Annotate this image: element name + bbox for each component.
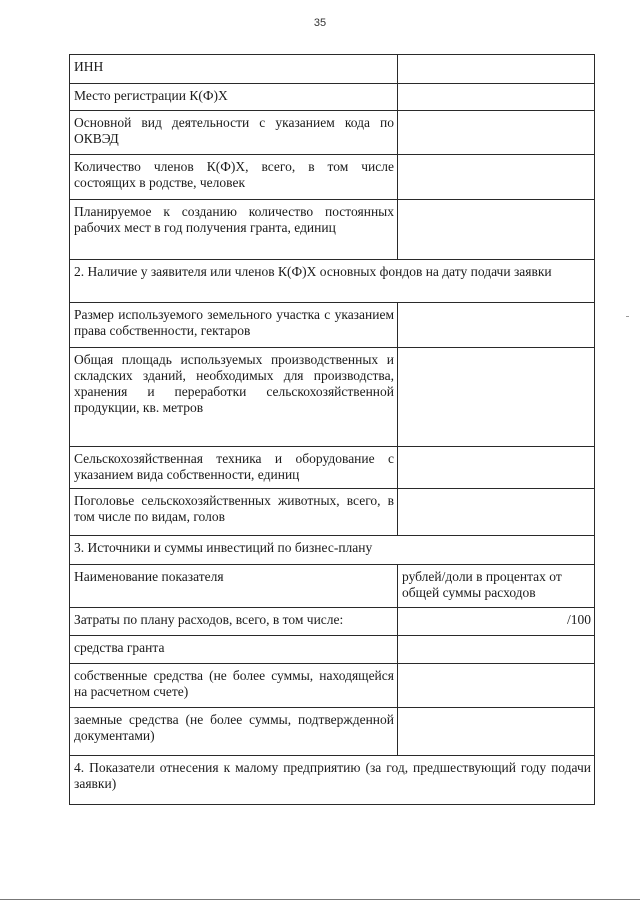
field-value-cell[interactable] [398, 111, 595, 155]
field-value-cell[interactable] [398, 200, 595, 260]
field-label: собственные средства (не более суммы, находящейся на расчетном счете) [70, 664, 398, 708]
form-row [70, 303, 595, 348]
form-row [70, 608, 595, 636]
field-value-cell[interactable] [398, 636, 595, 664]
field-label: ИНН [70, 55, 398, 84]
field-value-cell[interactable] [398, 348, 595, 447]
field-value-cell[interactable] [398, 489, 595, 536]
scan-speck [626, 316, 629, 317]
form-row [70, 84, 595, 111]
field-label: Затраты по плану расходов, всего, в том числе: [70, 608, 398, 636]
field-value-cell[interactable] [398, 55, 595, 84]
field-label: Общая площадь используемых производственных и складских зданий, необходимых для производства, хранения и переработки сельскохозяйственной продукции, кв. метров [70, 348, 398, 447]
page-number: 35 [313, 17, 327, 29]
form-row [70, 636, 595, 664]
page-bottom-rule [0, 899, 640, 900]
field-label: Наименование показателя [70, 565, 398, 608]
section-header-row [70, 536, 595, 565]
section-title: 2. Наличие у заявителя или членов К(Ф)Х основных фондов на дату подачи заявки [70, 260, 595, 303]
form-row [70, 664, 595, 708]
section-header-row [70, 756, 595, 805]
field-value-cell[interactable] [398, 447, 595, 489]
form-row [70, 155, 595, 200]
field-label: заемные средства (не более суммы, подтвержденной документами) [70, 708, 398, 756]
form-row [70, 111, 595, 155]
field-value-cell[interactable] [398, 84, 595, 111]
field-value-cell[interactable] [398, 708, 595, 756]
field-label: Планируемое к созданию количество постоянных рабочих мест в год получения гранта, единиц [70, 200, 398, 260]
field-label: средства гранта [70, 636, 398, 664]
field-label: Основной вид деятельности с указанием кода по ОКВЭД [70, 111, 398, 155]
application-form-table [69, 54, 595, 805]
field-label: Количество членов К(Ф)Х, всего, в том числе состоящих в родстве, человек [70, 155, 398, 200]
form-row [70, 489, 595, 536]
field-value-cell[interactable] [398, 664, 595, 708]
field-value-cell[interactable]: /100 [398, 608, 595, 636]
field-label: Сельскохозяйственная техника и оборудование с указанием вида собственности, единиц [70, 447, 398, 489]
form-row [70, 348, 595, 447]
form-row [70, 447, 595, 489]
form-row [70, 708, 595, 756]
field-value-cell[interactable]: рублей/доли в процентах от общей суммы расходов [398, 565, 595, 608]
field-label: Место регистрации К(Ф)Х [70, 84, 398, 111]
form-row [70, 55, 595, 84]
field-value-cell[interactable] [398, 303, 595, 348]
section-header-row [70, 260, 595, 303]
section-title: 3. Источники и суммы инвестиций по бизнес-плану [70, 536, 595, 565]
section-title: 4. Показатели отнесения к малому предприятию (за год, предшествующий году подачи заявки) [70, 756, 595, 805]
field-value-cell[interactable] [398, 155, 595, 200]
form-row [70, 200, 595, 260]
form-row [70, 565, 595, 608]
field-label: Размер используемого земельного участка с указанием права собственности, гектаров [70, 303, 398, 348]
field-label: Поголовье сельскохозяйственных животных, всего, в том числе по видам, голов [70, 489, 398, 536]
